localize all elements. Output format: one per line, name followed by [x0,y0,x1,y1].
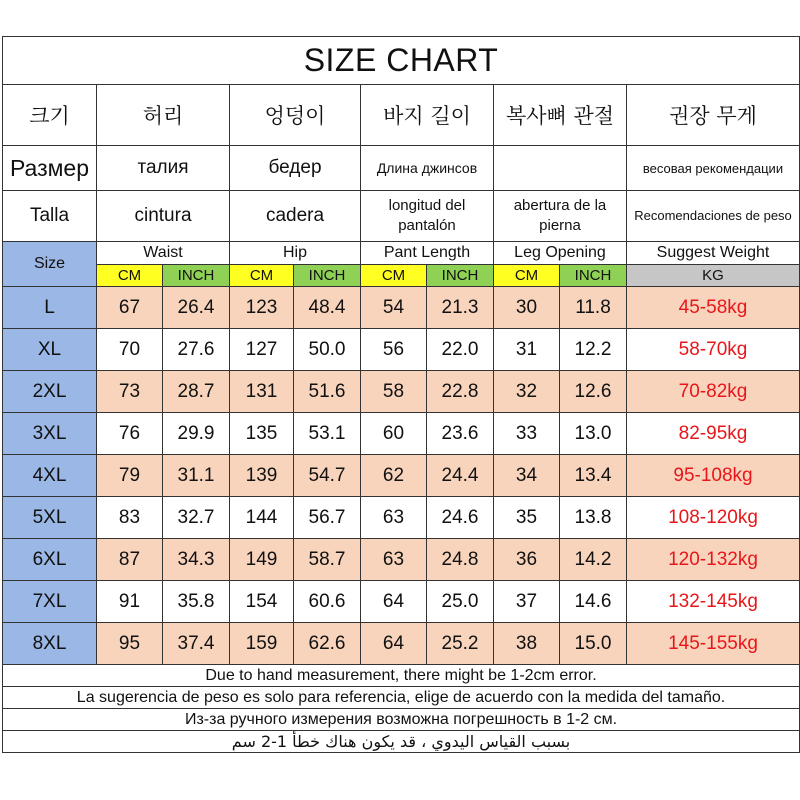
header-es-leg-opening: abertura de la pierna [494,191,627,242]
header-ko-weight: 권장 무게 [627,85,800,146]
suggest-weight-column-header: Suggest Weight [627,242,800,265]
hip-inch-cell: 60.6 [294,581,361,623]
suggest-weight-cell: 45-58kg [627,287,800,329]
pant-length-inch-cell: 24.6 [427,497,494,539]
leg-opening-inch-cell: 12.6 [560,371,627,413]
waist-cm-cell: 91 [97,581,163,623]
header-ru-weight: весовая рекомендации [627,146,800,191]
pant-length-cm-cell: 58 [361,371,427,413]
unit-cm: CM [494,265,560,287]
leg-opening-inch-cell: 13.4 [560,455,627,497]
size-cell: XL [3,329,97,371]
pant-length-inch-cell: 22.8 [427,371,494,413]
table-row [3,371,800,413]
pant-length-inch-cell: 21.3 [427,287,494,329]
header-ko-hip: 엉덩이 [230,85,361,146]
leg-opening-cm-cell: 35 [494,497,560,539]
pant-length-cm-cell: 63 [361,539,427,581]
size-cell: 5XL [3,497,97,539]
pant-length-cm-cell: 54 [361,287,427,329]
table-row [3,581,800,623]
leg-opening-cm-cell: 32 [494,371,560,413]
pant-length-cm-cell: 64 [361,623,427,665]
waist-cm-cell: 79 [97,455,163,497]
size-cell: 2XL [3,371,97,413]
pant-length-cm-cell: 64 [361,581,427,623]
pant-length-inch-cell: 23.6 [427,413,494,455]
leg-opening-cm-cell: 31 [494,329,560,371]
suggest-weight-cell: 82-95kg [627,413,800,455]
leg-opening-inch-cell: 12.2 [560,329,627,371]
waist-cm-cell: 67 [97,287,163,329]
hip-cm-cell: 127 [230,329,294,371]
leg-opening-cm-cell: 36 [494,539,560,581]
waist-inch-cell: 32.7 [163,497,230,539]
size-cell: L [3,287,97,329]
waist-inch-cell: 29.9 [163,413,230,455]
table-row [3,329,800,371]
hip-cm-cell: 144 [230,497,294,539]
pant-length-inch-cell: 25.2 [427,623,494,665]
suggest-weight-cell: 95-108kg [627,455,800,497]
unit-header-row [3,265,800,287]
waist-cm-cell: 76 [97,413,163,455]
pant-length-column-header: Pant Length [361,242,494,265]
hip-cm-cell: 159 [230,623,294,665]
header-ko-leg-opening: 복사뼈 관절 [494,85,627,146]
leg-opening-cm-cell: 33 [494,413,560,455]
leg-opening-inch-cell: 11.8 [560,287,627,329]
size-column-header: Size [3,242,97,287]
table-row [3,413,800,455]
hip-inch-cell: 62.6 [294,623,361,665]
waist-inch-cell: 31.1 [163,455,230,497]
pant-length-inch-cell: 24.4 [427,455,494,497]
footer-note-arabic: بسبب القياس اليدوي ، قد يكون هناك خطأ 1-2 سم [3,731,800,753]
leg-opening-column-header: Leg Opening [494,242,627,265]
suggest-weight-cell: 145-155kg [627,623,800,665]
hip-column-header: Hip [230,242,361,265]
unit-inch: INCH [294,265,361,287]
waist-cm-cell: 95 [97,623,163,665]
pant-length-inch-cell: 25.0 [427,581,494,623]
leg-opening-inch-cell: 13.0 [560,413,627,455]
header-ko-pant-length: 바지 길이 [361,85,494,146]
table-row [3,497,800,539]
leg-opening-cm-cell: 30 [494,287,560,329]
size-data-rows [3,287,800,665]
footer-note-spanish: La sugerencia de peso es solo para referencia, elige de acuerdo con la medida del tamaño. [3,687,800,709]
hip-inch-cell: 50.0 [294,329,361,371]
hip-cm-cell: 149 [230,539,294,581]
leg-opening-inch-cell: 13.8 [560,497,627,539]
waist-column-header: Waist [97,242,230,265]
leg-opening-cm-cell: 34 [494,455,560,497]
waist-cm-cell: 70 [97,329,163,371]
hip-cm-cell: 154 [230,581,294,623]
header-ko-waist: 허리 [97,85,230,146]
header-row-korean [3,85,800,146]
waist-cm-cell: 73 [97,371,163,413]
table-row [3,539,800,581]
size-cell: 8XL [3,623,97,665]
waist-inch-cell: 26.4 [163,287,230,329]
header-ru-hip: бедер [230,146,361,191]
suggest-weight-cell: 58-70kg [627,329,800,371]
size-cell: 4XL [3,455,97,497]
table-row [3,455,800,497]
waist-cm-cell: 83 [97,497,163,539]
header-ru-leg-opening [494,146,627,191]
hip-cm-cell: 135 [230,413,294,455]
hip-inch-cell: 54.7 [294,455,361,497]
page-title: SIZE CHART [3,37,800,85]
header-row-russian [3,146,800,191]
leg-opening-inch-cell: 14.2 [560,539,627,581]
suggest-weight-cell: 120-132kg [627,539,800,581]
header-es-pant-length: longitud del pantalón [361,191,494,242]
header-ko-size: 크기 [3,85,97,146]
waist-cm-cell: 87 [97,539,163,581]
leg-opening-cm-cell: 38 [494,623,560,665]
header-row-spanish [3,191,800,242]
table-row [3,287,800,329]
hip-cm-cell: 131 [230,371,294,413]
leg-opening-inch-cell: 14.6 [560,581,627,623]
footer-note-russian: Из-за ручного измерения возможна погрешность в 1-2 см. [3,709,800,731]
hip-inch-cell: 51.6 [294,371,361,413]
hip-inch-cell: 53.1 [294,413,361,455]
waist-inch-cell: 27.6 [163,329,230,371]
header-ru-waist: талия [97,146,230,191]
size-cell: 3XL [3,413,97,455]
hip-inch-cell: 48.4 [294,287,361,329]
pant-length-cm-cell: 60 [361,413,427,455]
suggest-weight-cell: 132-145kg [627,581,800,623]
header-es-waist: cintura [97,191,230,242]
unit-inch: INCH [163,265,230,287]
leg-opening-cm-cell: 37 [494,581,560,623]
waist-inch-cell: 34.3 [163,539,230,581]
size-cell: 6XL [3,539,97,581]
waist-inch-cell: 37.4 [163,623,230,665]
pant-length-cm-cell: 63 [361,497,427,539]
column-header-row [3,242,800,265]
footer-note-english: Due to hand measurement, there might be 1-2cm error. [3,665,800,687]
unit-inch: INCH [560,265,627,287]
pant-length-inch-cell: 24.8 [427,539,494,581]
hip-cm-cell: 139 [230,455,294,497]
hip-inch-cell: 58.7 [294,539,361,581]
unit-cm: CM [97,265,163,287]
header-ru-pant-length: Длина джинсов [361,146,494,191]
table-row [3,623,800,665]
size-cell: 7XL [3,581,97,623]
pant-length-cm-cell: 56 [361,329,427,371]
pant-length-cm-cell: 62 [361,455,427,497]
header-ru-size: Размер [3,146,97,191]
pant-length-inch-cell: 22.0 [427,329,494,371]
header-es-size: Talla [3,191,97,242]
waist-inch-cell: 35.8 [163,581,230,623]
hip-inch-cell: 56.7 [294,497,361,539]
leg-opening-inch-cell: 15.0 [560,623,627,665]
header-es-hip: cadera [230,191,361,242]
unit-cm: CM [361,265,427,287]
unit-cm: CM [230,265,294,287]
header-es-weight: Recomendaciones de peso [627,191,800,242]
hip-cm-cell: 123 [230,287,294,329]
unit-kg: KG [627,265,800,287]
suggest-weight-cell: 70-82kg [627,371,800,413]
unit-inch: INCH [427,265,494,287]
waist-inch-cell: 28.7 [163,371,230,413]
size-chart-table [2,36,800,753]
suggest-weight-cell: 108-120kg [627,497,800,539]
